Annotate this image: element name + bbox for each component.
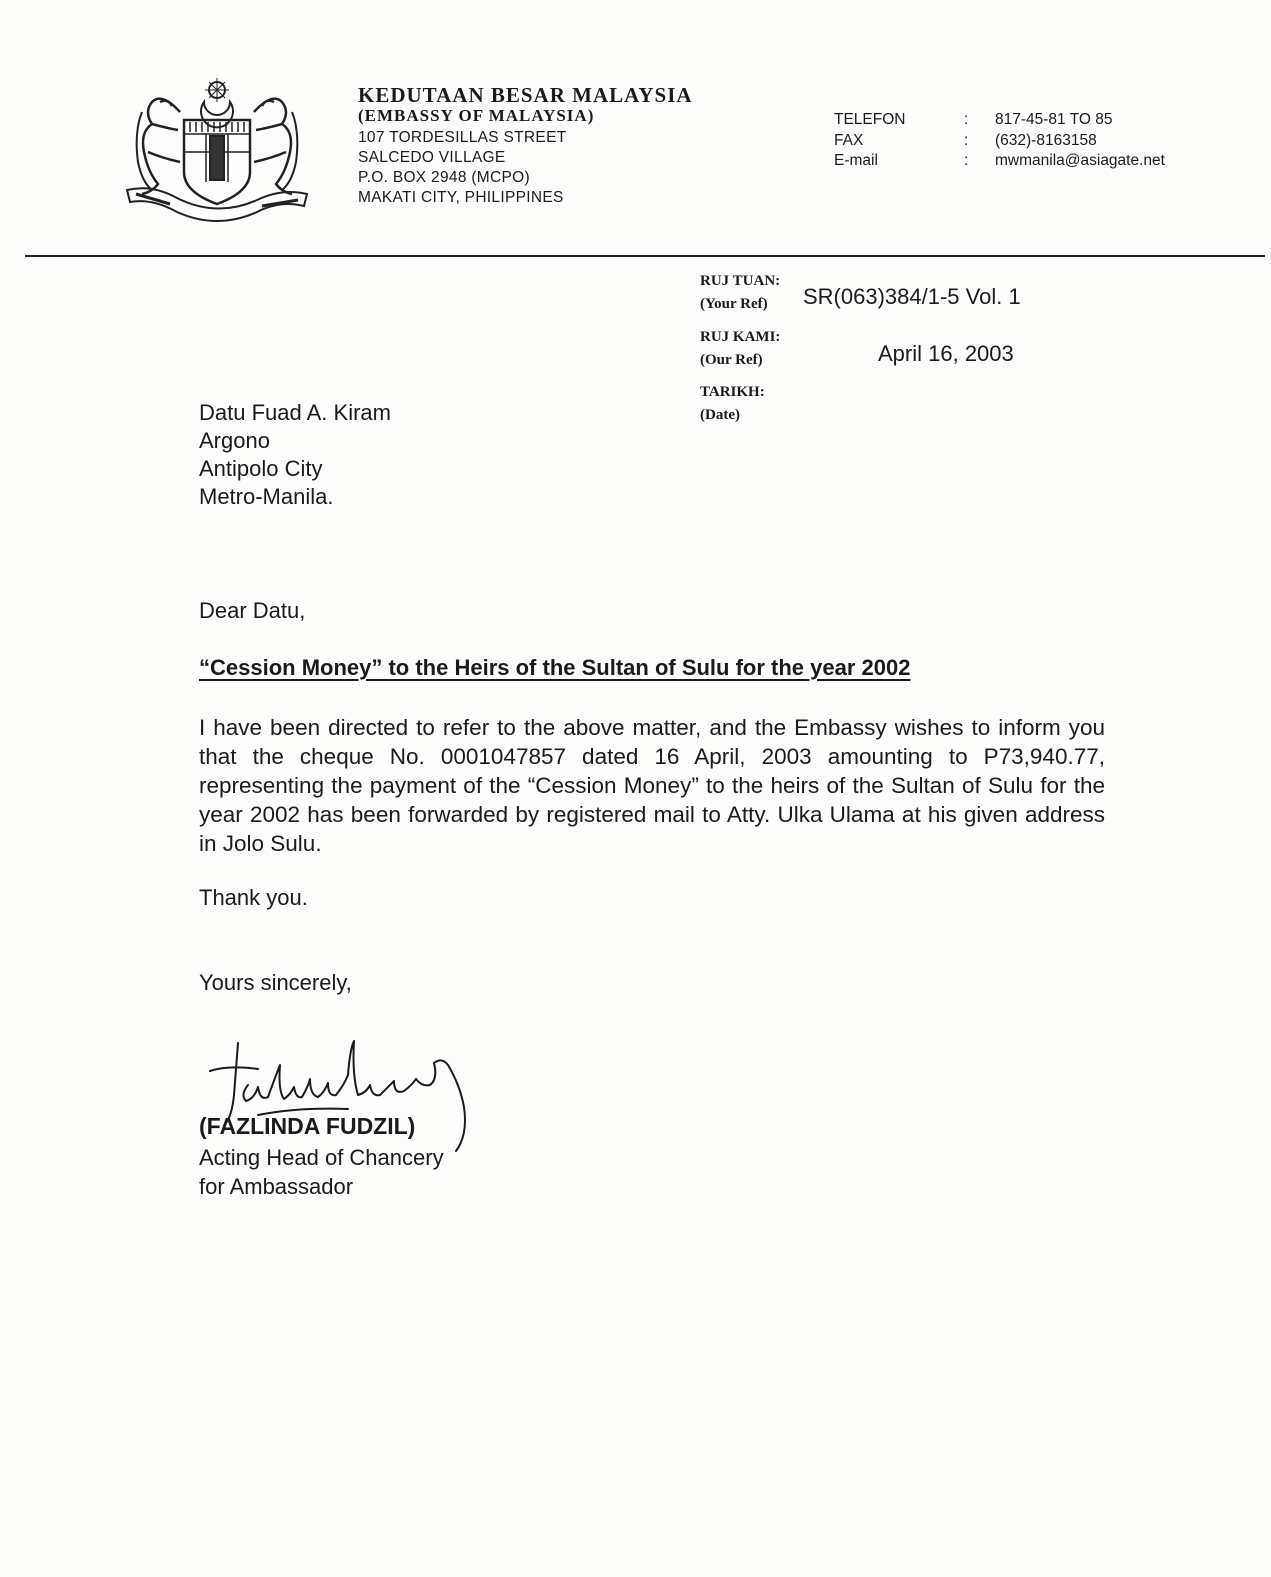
fax-label: FAX: [834, 132, 864, 149]
date-sublabel: (Date): [700, 407, 740, 423]
closing-line: Yours sincerely,: [199, 970, 352, 995]
email-value: mwmanila@asiagate.net: [995, 152, 1165, 169]
signer-title: Acting Head of Chancery: [199, 1145, 444, 1170]
telephone-colon: :: [964, 111, 969, 128]
coat-of-arms-icon: [122, 72, 312, 227]
body-paragraph: I have been directed to refer to the above matter, and the Embassy wishes to inform you that the cheque No. 0001047857 dated 16 April, 2003 amounting to P73,940.77, representing the payment of the “Cession Money” to the heirs of the Sultan of Sulu for the year 2002 has been forwarded by registered mail to Atty. Ulka Ulama at his given address in Jolo Sulu.: [199, 715, 1105, 856]
recipient-line: Antipolo City: [199, 456, 323, 481]
date-label: TARIKH:: [700, 384, 765, 400]
your-ref-value: SR(063)384/1-5 Vol. 1: [803, 284, 1021, 309]
embassy-name-english: (EMBASSY OF MALAYSIA): [358, 106, 595, 125]
your-ref-sublabel: (Your Ref): [700, 296, 768, 312]
our-ref-label: RUJ KAMI:: [700, 329, 781, 345]
signature-icon: [198, 1035, 488, 1160]
fax-value: (632)-8163158: [995, 132, 1097, 149]
thanks-line: Thank you.: [199, 885, 308, 910]
fax-colon: :: [964, 132, 969, 149]
signer-title-secondary: for Ambassador: [199, 1174, 354, 1199]
signer-name: (FAZLINDA FUDZIL): [199, 1113, 416, 1139]
telephone-label: TELEFON: [834, 111, 906, 128]
recipient-line: Metro-Manila.: [199, 484, 334, 509]
salutation: Dear Datu,: [199, 598, 306, 623]
address-line: SALCEDO VILLAGE: [358, 149, 506, 166]
telephone-value: 817-45-81 TO 85: [995, 111, 1113, 128]
recipient-line: Datu Fuad A. Kiram: [199, 400, 391, 425]
email-colon: :: [964, 152, 969, 169]
our-ref-sublabel: (Our Ref): [700, 352, 763, 368]
address-line: P.O. BOX 2948 (MCPO): [358, 169, 530, 186]
header-divider: [25, 255, 1265, 257]
recipient-line: Argono: [199, 428, 270, 453]
subject-heading: “Cession Money” to the Heirs of the Sultan of Sulu for the year 2002: [199, 655, 911, 680]
your-ref-label: RUJ TUAN:: [700, 273, 781, 289]
address-line: MAKATI CITY, PHILIPPINES: [358, 189, 564, 206]
embassy-name-malay: KEDUTAAN BESAR MALAYSIA: [358, 83, 693, 107]
our-ref-value: April 16, 2003: [878, 341, 1014, 366]
address-line: 107 TORDESILLAS STREET: [358, 129, 567, 146]
email-label: E-mail: [834, 152, 878, 169]
